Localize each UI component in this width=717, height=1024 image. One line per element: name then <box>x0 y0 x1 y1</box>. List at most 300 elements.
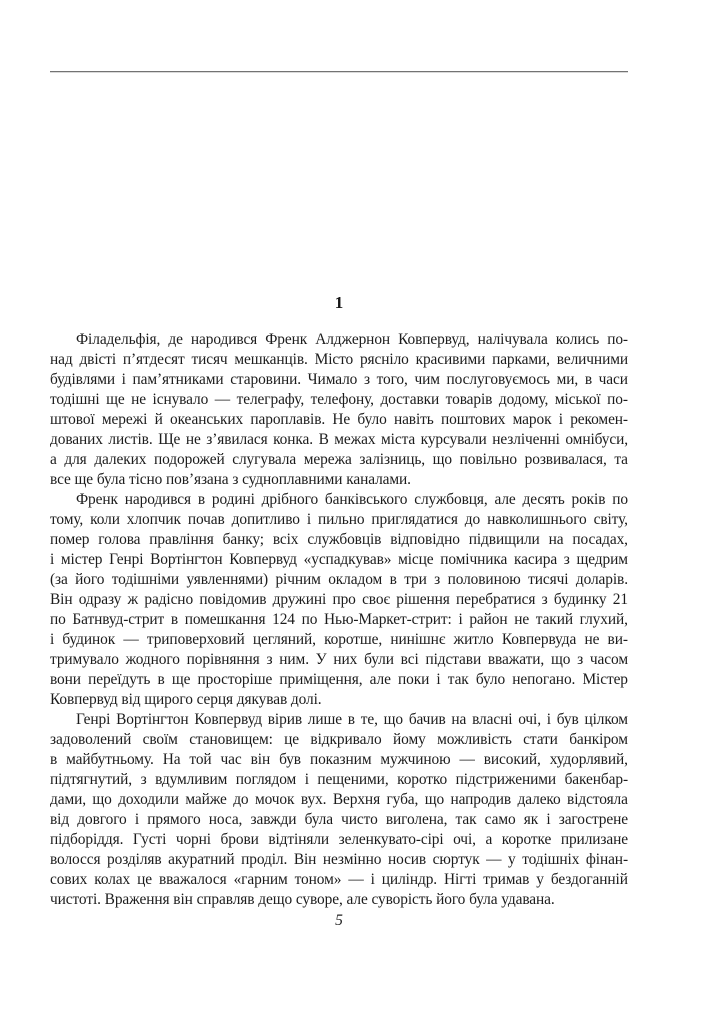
word: коротко <box>397 771 448 788</box>
word: пароплавів. <box>250 411 326 428</box>
word: Ковпервуда <box>501 631 577 648</box>
word: і <box>370 871 375 888</box>
word: помічника <box>440 551 508 568</box>
word: повільно <box>459 451 517 468</box>
word: і <box>121 371 126 388</box>
word: Чимало <box>307 371 358 388</box>
word: у <box>536 871 544 888</box>
word: було <box>475 671 506 688</box>
word: тисячі <box>528 571 569 588</box>
word: тоном» <box>294 871 342 888</box>
word: по <box>50 611 66 628</box>
word: перебратися <box>456 591 536 608</box>
word: що <box>383 711 404 728</box>
word: межах <box>334 431 376 448</box>
word: з <box>232 471 239 488</box>
word: доходили <box>118 791 179 808</box>
word: чорні <box>175 831 211 848</box>
word: мережі <box>101 411 148 428</box>
word: фінан- <box>585 851 628 868</box>
word: по- <box>607 391 628 408</box>
word: три <box>404 571 427 588</box>
word: не <box>131 391 146 408</box>
word: суворість <box>371 891 433 908</box>
word: нинішнє <box>390 631 446 648</box>
word: район <box>469 611 508 628</box>
text-line <box>50 830 628 850</box>
word: телеграфу, <box>236 391 305 408</box>
word: вдумливим <box>155 771 228 788</box>
word: двісті <box>79 351 117 368</box>
word: так <box>447 671 469 688</box>
text-line <box>50 550 628 570</box>
word: будівлями <box>50 371 115 388</box>
word: тому, <box>50 511 84 528</box>
word: і <box>306 511 311 528</box>
word: океанських <box>169 411 244 428</box>
word: для <box>64 451 87 468</box>
word: циліндр. <box>381 871 438 888</box>
word: щирого <box>144 691 193 708</box>
word: доларів. <box>575 571 628 588</box>
word: підстави <box>425 651 482 668</box>
text-line <box>50 510 628 530</box>
word: часом <box>589 651 628 668</box>
word: довгого <box>77 811 127 828</box>
word: була <box>96 471 126 488</box>
word: прямого <box>147 811 201 828</box>
word: суворе, <box>295 891 343 908</box>
word: рішення <box>396 591 450 608</box>
word: чистоті. <box>50 891 101 908</box>
paragraph-2 <box>50 490 628 710</box>
word: високий, <box>483 751 541 768</box>
word: — <box>123 631 139 648</box>
word: — <box>486 851 502 868</box>
word: і <box>134 811 140 828</box>
word: губа, <box>386 791 419 808</box>
page-number: 5 <box>335 912 343 929</box>
word: Він <box>50 591 73 608</box>
word: тодішні <box>50 391 100 408</box>
word: тісно <box>128 471 163 488</box>
word: будинок <box>62 631 116 648</box>
word: Ще <box>158 431 181 448</box>
word: правління <box>149 531 214 548</box>
text-line <box>50 490 628 510</box>
word: старовини. <box>230 371 301 388</box>
word: над <box>50 351 73 368</box>
word: — <box>459 751 475 768</box>
word: слугувала <box>232 451 297 468</box>
word: службовця, <box>414 491 488 508</box>
word: налічувала <box>477 331 548 348</box>
word: службовців <box>307 531 382 548</box>
word: поштових <box>440 411 506 428</box>
word: ж <box>127 591 139 608</box>
word: в <box>50 751 58 768</box>
word: річним <box>275 571 321 588</box>
word: був <box>556 711 579 728</box>
word: в <box>157 671 165 688</box>
word: ним. <box>279 651 309 668</box>
word: дружині <box>272 591 327 608</box>
word: з’явилася <box>206 431 268 448</box>
word: повідомив <box>199 591 267 608</box>
word: (за <box>50 571 68 588</box>
word: поки <box>398 671 430 688</box>
word: і <box>546 711 551 728</box>
word: мочок <box>254 791 295 808</box>
word: його <box>436 891 466 908</box>
text-line <box>50 890 628 910</box>
word: а <box>50 451 57 468</box>
word: — <box>214 391 231 408</box>
word: він <box>173 891 193 908</box>
header-rule <box>50 71 628 73</box>
word: носив <box>387 851 427 868</box>
word: Френк <box>265 331 308 348</box>
word: конка. <box>273 431 314 448</box>
word: він <box>250 751 271 768</box>
word: серця <box>196 691 233 708</box>
word: і <box>50 551 55 568</box>
word: касира <box>514 551 558 568</box>
word: Ковпервуд <box>229 551 297 568</box>
word: в <box>584 371 592 388</box>
word: ви- <box>607 631 628 648</box>
word: уявленнями) <box>186 571 269 588</box>
word: підборіддя. <box>50 831 124 848</box>
word: окладом <box>328 571 383 588</box>
text-line <box>50 750 628 770</box>
word: на <box>548 531 564 548</box>
text-line <box>50 470 628 490</box>
word: тодішніми <box>111 571 180 588</box>
word: колах <box>94 871 131 888</box>
word: виголена, <box>385 811 448 828</box>
word: банку; <box>222 531 264 548</box>
word: очі, <box>453 831 476 848</box>
word: триповерховий <box>146 631 245 648</box>
word: але <box>494 491 516 508</box>
word: тримав <box>483 871 530 888</box>
word: тримувало <box>50 651 119 668</box>
word: міської <box>554 391 601 408</box>
word: одразу <box>78 591 122 608</box>
word: товарів <box>445 391 493 408</box>
word: тисяч <box>191 351 228 368</box>
word: навіть <box>393 411 434 428</box>
word: бакенбар- <box>564 771 628 788</box>
word: худорлявий, <box>549 751 628 768</box>
word: його <box>75 571 105 588</box>
word: по <box>301 611 318 628</box>
word: незмінно <box>322 851 382 868</box>
word: з <box>563 551 570 568</box>
word: дованих <box>50 431 103 448</box>
word: часи <box>598 371 628 388</box>
text-line <box>50 630 628 650</box>
word: підтягнутий, <box>50 771 133 788</box>
word: рясніло <box>359 351 409 368</box>
word: всі <box>400 651 419 668</box>
word: Батнвуд-стрит <box>72 611 165 628</box>
word: і <box>50 631 55 648</box>
word: половиною <box>447 571 521 588</box>
word: але <box>346 891 368 908</box>
text-line <box>50 570 628 590</box>
word: марок <box>512 411 552 428</box>
word: ще <box>74 471 94 488</box>
word: радісно <box>144 591 194 608</box>
word: напродив <box>450 791 512 808</box>
word: в <box>389 571 397 588</box>
word: щедрим <box>576 551 628 568</box>
word: Ковпервуд <box>50 691 118 708</box>
word: не <box>185 431 201 448</box>
word: сових <box>50 871 88 888</box>
text-line <box>50 690 628 710</box>
word: задоволений <box>50 731 132 748</box>
word: колись <box>555 331 600 348</box>
text-line <box>50 810 628 830</box>
word: до <box>233 791 249 808</box>
word: очі, <box>518 711 541 728</box>
word: становищем: <box>189 731 273 748</box>
word: красивими <box>415 351 486 368</box>
word: тодішніх <box>522 851 580 868</box>
word: відкривало <box>310 731 382 748</box>
word: пов’язана <box>166 471 229 488</box>
text-line <box>50 430 628 450</box>
word: своїм <box>142 731 178 748</box>
word: допитливо <box>231 511 300 528</box>
word: своє <box>362 591 390 608</box>
word: Генрі <box>109 551 144 568</box>
word: банківського <box>324 491 408 508</box>
word: коротке <box>501 831 552 848</box>
word: банкіром <box>569 731 628 748</box>
word: було <box>357 411 387 428</box>
word: була <box>469 891 498 908</box>
word: це <box>284 731 300 748</box>
word: по- <box>607 331 628 348</box>
chapter-number: 1 <box>334 293 344 312</box>
word: в <box>197 491 206 508</box>
word: проділ. <box>241 851 288 868</box>
word: Вортінгтон <box>116 711 189 728</box>
word: Алджернон <box>315 331 391 348</box>
word: Вортінгтон <box>150 551 223 568</box>
word: десять <box>522 491 565 508</box>
word: та <box>614 451 628 468</box>
word: помер <box>50 531 90 548</box>
word: пильно <box>317 511 365 528</box>
text-line <box>50 390 628 410</box>
text-line <box>50 710 628 730</box>
word: вважати, <box>487 651 545 668</box>
word: той <box>189 751 212 768</box>
word: Нью-Маркет-стрит: <box>324 611 452 628</box>
word: й <box>154 411 163 428</box>
word: мережа <box>303 451 352 468</box>
word: волосся <box>50 851 101 868</box>
word: 124 <box>272 611 295 628</box>
word: голова <box>98 531 141 548</box>
word: каналами. <box>346 471 411 488</box>
text-line <box>50 870 628 890</box>
word: і <box>304 771 309 788</box>
word: родині <box>211 491 255 508</box>
word: що <box>92 791 112 808</box>
word: «успадкував» <box>303 551 392 568</box>
word: років <box>571 491 606 508</box>
word: цегляний, <box>252 631 316 648</box>
text-line <box>50 670 628 690</box>
word: ми, <box>556 371 579 388</box>
word: просторіше <box>197 671 273 688</box>
word: всіх <box>272 531 299 548</box>
word: Ковпервуд, <box>398 331 470 348</box>
word: що <box>432 451 453 468</box>
word: власні <box>472 711 513 728</box>
word: Він <box>293 851 317 868</box>
word: курсували <box>420 431 487 448</box>
word: вірив <box>267 711 302 728</box>
word: житло <box>453 631 494 648</box>
word: зеленкувато-сірі <box>338 831 444 848</box>
word: народився <box>190 331 258 348</box>
word: по <box>612 491 628 508</box>
word: посадах, <box>572 531 628 548</box>
word: прилизане <box>560 831 628 848</box>
word: місце <box>398 551 434 568</box>
word: до <box>464 511 481 528</box>
word: і <box>558 411 563 428</box>
text-line <box>50 770 628 790</box>
word: час <box>220 751 242 768</box>
word: Враження <box>104 891 170 908</box>
word: в <box>170 611 179 628</box>
word: мужчиною <box>380 751 451 768</box>
word: приглядатися <box>371 511 458 528</box>
word: послуговуємось <box>446 371 550 388</box>
word: бачив <box>408 711 446 728</box>
word: хлопчик <box>126 511 181 528</box>
word: брови <box>220 831 259 848</box>
word: незліченні <box>492 431 560 448</box>
word: на <box>451 711 467 728</box>
word: «гарним <box>233 871 288 888</box>
word: лише <box>307 711 342 728</box>
word: у <box>508 851 516 868</box>
word: з <box>577 651 584 668</box>
word: в <box>347 711 355 728</box>
word: не <box>514 611 530 628</box>
word: додому, <box>498 391 549 408</box>
word: Не <box>332 411 351 428</box>
word: п’ятдесят <box>122 351 185 368</box>
word: удавана. <box>501 891 555 908</box>
word: Містер <box>582 671 628 688</box>
word: майбутньому. <box>66 751 154 768</box>
word: почав <box>187 511 225 528</box>
word: і <box>546 811 551 828</box>
word: Місто <box>314 351 354 368</box>
word: справляв <box>196 891 255 908</box>
word: далеко <box>517 791 561 808</box>
word: показним <box>309 751 372 768</box>
word: Ковпервуд <box>194 711 262 728</box>
word: подорожей <box>153 451 225 468</box>
word: приміщення, <box>279 671 363 688</box>
word: залізниць, <box>359 451 426 468</box>
word: про <box>332 591 356 608</box>
word: коротше, <box>324 631 383 648</box>
word: омнібуси, <box>565 431 628 448</box>
word: з <box>140 771 147 788</box>
word: були <box>364 651 394 668</box>
word: ще <box>106 391 125 408</box>
word: це <box>137 871 153 888</box>
word: — <box>348 871 364 888</box>
word: непогано. <box>512 671 576 688</box>
word: Філадельфія, <box>76 331 161 348</box>
text-line <box>50 850 628 870</box>
word: будинку <box>553 591 607 608</box>
word: все <box>50 471 71 488</box>
word: долі. <box>290 691 322 708</box>
word: народився <box>124 491 192 508</box>
word: величними <box>556 351 628 368</box>
word: переїдуть <box>88 671 151 688</box>
word: був <box>279 751 301 768</box>
word: загострене <box>558 811 628 828</box>
word: існувало <box>152 391 209 408</box>
word: міста <box>381 431 416 448</box>
text-line <box>50 790 628 810</box>
text-line <box>50 590 628 610</box>
word: само <box>484 811 516 828</box>
paragraph-1 <box>50 330 628 490</box>
word: 21 <box>612 591 628 608</box>
word: майже <box>185 791 227 808</box>
word: пам’ятниками <box>132 371 224 388</box>
word: того, <box>376 371 408 388</box>
word: і <box>436 671 441 688</box>
word: цілком <box>584 711 628 728</box>
word: На <box>162 751 181 768</box>
word: можливість <box>437 731 512 748</box>
word: стати <box>523 731 558 748</box>
word: з <box>266 651 273 668</box>
word: мешканців. <box>234 351 308 368</box>
word: порівняння <box>186 651 260 668</box>
word: а <box>485 831 493 848</box>
word: від <box>50 811 70 828</box>
word: що <box>550 651 571 668</box>
word: навколишнього <box>487 511 587 528</box>
word: коли <box>90 511 120 528</box>
word: жодного <box>125 651 180 668</box>
word: судноплавними <box>242 471 343 488</box>
word: як <box>523 811 539 828</box>
word: і <box>458 611 463 628</box>
word: вух. <box>300 791 327 808</box>
word: рекомен- <box>570 411 628 428</box>
word: поглядом <box>235 771 297 788</box>
